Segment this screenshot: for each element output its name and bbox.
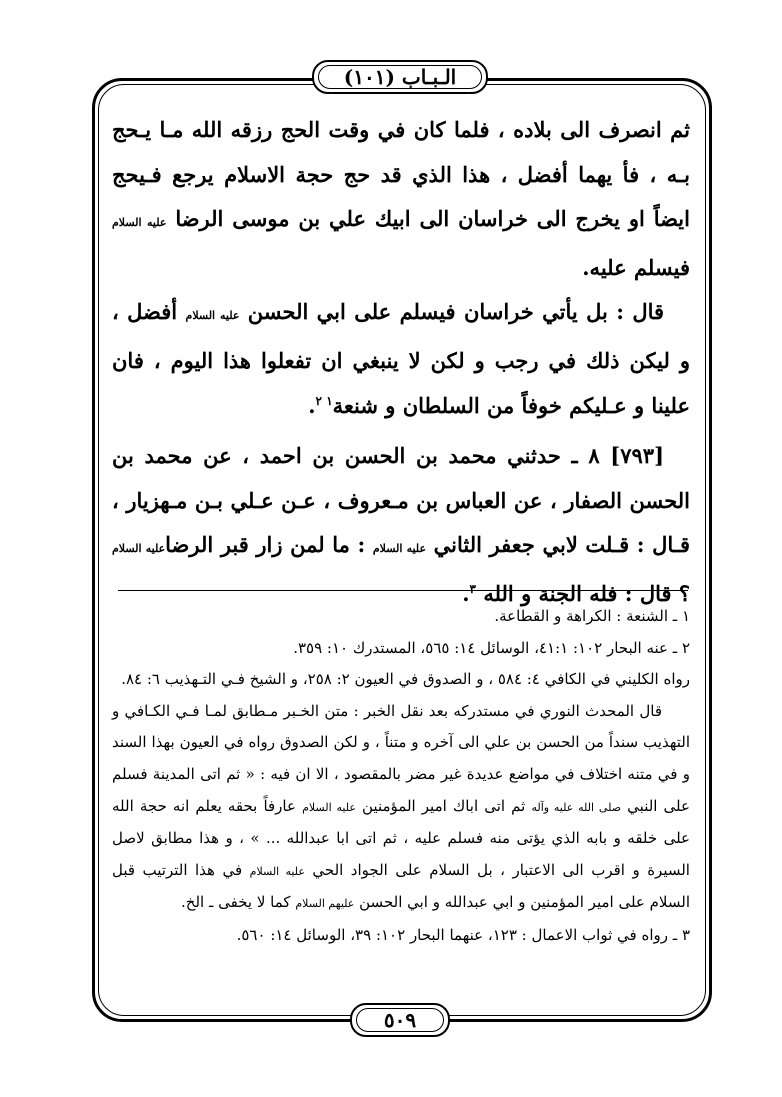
honorific: عليه السلام xyxy=(249,864,305,878)
honorific: عليهم السلام xyxy=(295,897,355,911)
hadith-paragraph: [٧٩٣] ٨ ـ حدثني محمد بن الحسن بن احمد ، عن محمد بن الحسن الصفار ، عن العباس بن مـعروف ، عـن عـلي بـن مـهزيار ، قـال : قـلت لابي جعفر الثاني عليه السلام : ما لمن زار قبر الرضاعليه السلام ؟ قال : فله الجنة و الله $^٣$. xyxy=(112,443,690,606)
footnote: ١ ـ الشنعة : الكراهة و القطاعة. xyxy=(494,607,690,625)
chapter-title: الـبـاب (١٠١) xyxy=(343,65,457,89)
honorific: عليه السلام xyxy=(112,542,166,556)
footnote: ٢ ـ عنه البحار ١٠٢: ٤١:١، الوسائل ١٤: ٥٦٥، المستدرك ١٠: ٣٥٩. xyxy=(293,638,690,657)
main-text xyxy=(112,108,690,617)
honorific: عليه السلام xyxy=(185,309,240,323)
footnote-ref: ٣ xyxy=(469,581,476,596)
honorific: عليه السلام xyxy=(302,800,356,814)
honorific: عليه السلام xyxy=(112,216,167,230)
chapter-header xyxy=(312,60,488,94)
paragraph: ثم انصرف الى بلاده ، فلما كان في وقت الحج رزقه الله مـا يـحج بـه ، فأ يهما أفضل ، هذا الذي قد حج حجة الاسلام يرجع فـيحج ايضاً او يخرج الى خراسان الى ابيك علي بن موسى الرضا عليه السلام فيسلم عليه. xyxy=(112,117,690,280)
paragraph: قال : بل يأتي خراسان فيسلم على ابي الحسن عليه السلام أفضل ، و ليكن ذلك في رجب و لكن لا ينبغي ان تفعلوا هذا اليوم ، فان علينا و عـليكم خوفاً من السلطان و شنعة$^{١ ٢}$. xyxy=(112,299,690,418)
page-number: ٥٠٩ xyxy=(383,1008,417,1032)
footnotes xyxy=(112,601,690,952)
footnote: قال المحدث النوري في مستدركه بعد نقل الخبر : متن الخـبر مـطابق لمـا فـي الكـافي و التهذيب سنداً من الحسن بن علي الى آخره و متناً ، و لكن الصدوق رواه في العيون بهذا السند و في متنه اختلاف في مواضع عديدة غير مضر بالمقصود ، الا ان فيه : « ثم اتى المدينة فسلم على النبي صلى الله عليه وآله ثم اتى اباك امير المؤمنين عليه السلام عارفاً بحقه يعلم انه حجة الله على خلقه و بابه الذي يؤتى منه فسلم عليه ، ثم اتى ابا عبدالله ... » ، و هذا مطابق لاصل السيرة و اقرب الى الاعتبار ، بل السلام على الجواد الحي عليه السلام في هذا الترتيب قبل السلام على امير المؤمنين و ابي عبدالله و ابي الحسن عليهم السلام كما لا يخفى ـ الخ. xyxy=(112,701,690,912)
page-number-badge xyxy=(350,1003,450,1037)
honorific: عليه السلام xyxy=(372,542,427,556)
footnote: ٣ ـ رواه في ثواب الاعمال : ١٢٣، عنهما البحار ١٠٢: ٣٩، الوسائل ١٤: ٥٦٠. xyxy=(236,925,690,944)
footnote-ref: ١ ٢ xyxy=(315,393,333,408)
footnote-divider xyxy=(118,590,688,591)
honorific: صلى الله عليه وآله xyxy=(531,800,622,814)
footnote: رواه الكليني في الكافي ٤: ٥٨٤ ، و الصدوق في العيون ٢: ٢٥٨، و الشيخ فـي التـهذيب ٦: ٨٤. xyxy=(121,670,690,689)
